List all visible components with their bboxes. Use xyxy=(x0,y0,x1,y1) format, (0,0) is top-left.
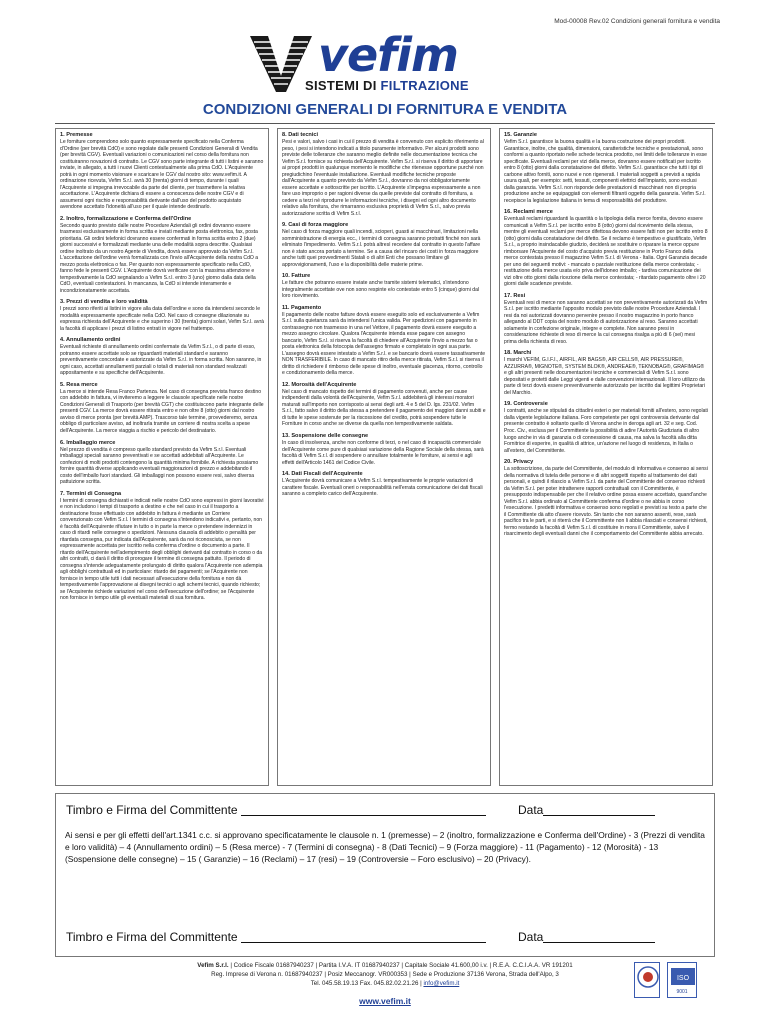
clause-heading: 10. Fatture xyxy=(282,273,311,280)
clause-section xyxy=(282,433,486,466)
signature-line[interactable] xyxy=(241,804,486,816)
clause-body: Eventuali reclami riguardanti la quantità o la tipologia della merce fornita, devono essere comunicati a Vefim S.r.l. per iscritto entro 8 (otto) giorni dal ricevimento della stessa, mentre gli eventuali reclami per merce difettosa devono essere fatti non per iscritto entro 8 (otto) giorni dalla constatazione del difetto. Se il reclamo è tempestivo e giustificato, Vefim S.r.l., a proprio insindacabile giudizio, deciderà se sostituire o riparare la merce oppure rimborsare l'Acquirente del costo d'acquisto previa restituzione in Porto Franco della merce contestata presso il magazzino Vefim S.r.l. di Verona - Italia. Ogni Garanzia decade per uno dei seguenti motivi: - mancato o parziale restituzione della merce contestata; - restituzione della merce usata e/o priva dell'idoneo imballo; - tardiva comunicazione dei vizi oltre otto giorni dalla ricezione della merce contestata; - ritardato pagamento oltre i 20 giorni dalle scadenze previste. xyxy=(504,216,708,288)
clause-heading: 12. Morosità dell'Acquirente xyxy=(282,381,357,388)
clause-body: I marchi VEFIM, G.I.F.I., AIRFIL, AIR BAGS®, AIR CELLS®, AIR PRESSURE®, AZZURRA®, MIGNOTE®, SYSTEM BLOK®, ANDREAE®, TEKNOBAG®, GRAFIMAG® e gli altri presenti nelle documentazioni tecniche e commerciali di Vefim S.r.l. sono depositati e protetti dalle Leggi vigenti e dalle convenzioni internazionali. Il loro utilizzo da parte di terzi dovrà essere preventivamente autorizzato per iscritto dai legittimi Proprietari del Marchio. xyxy=(504,357,706,396)
date-label-2: Data xyxy=(518,930,544,944)
signature-line-2[interactable] xyxy=(241,931,486,943)
clause-body: Eventuali resi di merce non saranno accettati se non preventivamente autorizzati da Vefim S.r.l. per iscritto mediante l'apposito modulo previsto dalle nostre Procedure Aziendali. I resi da noi autorizzati dovranno pervenire presso il nostro magazzino in porto franco allegando al DDT copia del nostro modulo di autorizzazione al reso. Saranno accettati solamente in confezione originale, integre e complete. Non saranno presi in considerazione richieste di reso di merce la cui consegna risalga a più di 6 (sei) mesi prima della richiesta di reso. xyxy=(504,299,708,345)
clause-body: Nel caso di forza maggiore quali incendi, scioperi, guasti ai macchinari, limitazioni nella somministrazione di energia ecc., i termini di consegna saranno protratti finché non sarà eliminato l'impedimento. Vefim S.r.l. potrà altresì recedere dal contratto in questo l'affare non è stato ancora portato a termine. Se a causa del rincaro dei costi in forza maggiore anche tutti quei provvedimenti Statali o di altri Enti che possano limitare gli approvvigionamenti, l'uso e la disponibilità delle materie prime. xyxy=(282,229,481,268)
clause-heading: 18. Marchi xyxy=(504,350,532,357)
clause-section xyxy=(60,491,264,602)
clause-body: L'Acquirente dovrà comunicare a Vefim S.r.l. tempestivamente le proprie variazioni di carattere fiscale. Eventuali oneri o responsabilità nell'errata comunicazione dei dati fiscali saranno a completo carico dell'Acquirente. xyxy=(282,478,483,498)
clause-approval-text: Ai sensi e per gli effetti dell'art.1341 c.c. si approvano specificatamente le clausole n. 1 (premesse) – 2 (inoltro, formalizzazione e Conferma dell'Ordine) - 3 (Prezzi di vendita e loro validità) – 4 (Annullamento ordini) – 5 (Resa merce) - 7 (Termini di consegna) - 8 (Dati Tecnici) – 9 (Forza maggiore) - 11 (Pagamento) - 12 (Morosità) - 13 (Sospensione delle consegne) – 15 ( Garanzie) – 16 (Reclami) – 17 (resi) – 19 (Controversie – Foro esclusivo) – 20 (Privacy). xyxy=(65,830,705,864)
clause-body: Eventuali richieste di annullamento ordini confermate da Vefim S.r.l., o di parte di esso, potranno essere accettate solo se riguardanti materiali standard e saranno preventivamente concordate e autorizzate da Vefim S.r.l. in forma scritta. Non saranno, in ogni caso, accettati annullamenti parziali o totali di materiali non standard realizzati appositamente e su specifiche dell'Acquirente. xyxy=(60,344,262,377)
clause-section xyxy=(504,293,708,346)
brand-tagline xyxy=(305,78,469,93)
signature-row-1 xyxy=(66,803,706,817)
clause-heading: 6. Imballaggio merce xyxy=(60,439,116,446)
clause-section xyxy=(504,209,708,288)
certification-badge-icon xyxy=(634,962,660,998)
clause-heading: 4. Annullamento ordini xyxy=(60,337,121,344)
clause-heading: 16. Reclami merce xyxy=(504,209,553,216)
clause-heading: 8. Dati tecnici xyxy=(282,132,319,138)
column-3 xyxy=(499,128,713,786)
clause-body: Nel prezzo di vendita è compreso quello standard previsto da Vefim S.r.l. Eventuali imballaggi speciali saranno preventivati e se accettati addebitati all'Acquirente. Le confezioni di molti prodotti contengono la quantità minima fornibile. A richiesta possiamo fornire quantità diverse applicando eventuali maggiorazioni di prezzo e addebitando il costo dell'imballo fuori standard. Gli imballaggi non possono essere resi, salvo diversa pattuizione scritta. xyxy=(60,446,259,486)
column-2 xyxy=(277,128,491,786)
website-link[interactable]: www.vefim.it xyxy=(359,996,411,1006)
clause-body: I termini di consegna dichiarati e indicati nelle nostre CdO sono espressi in giorni lavorativi e non includono i tempi di trasporto a destino e che nel caso in cui il trasporto a destinazione fosse effettuato con addebito in fattura è mediante un Corriere convenzionato con Vefim S.r.l. I termini di consegna s'intendono indicativi e, pertanto, non è facoltà dell'Acquirente rifiutare in tutto o in parte la merce o pretendere indennizzi in caso di ritardi nelle consegne o spedizioni. Nessuna clausola di addebito o penalità per ritardata consegna, pur indicata dall'Acquirente, sarà da noi riconosciuta, se non espressamente accettata per iscritto nella conferma d'ordine o documento a parte. Il ritardo dell'Acquirente nell'adempimento degli obblighi derivanti dal contratto in corso o da altri contratti, ci darà il diritto di prorogare il termine di consegna pattuito. Il periodo di consegna s'intende adeguatamente prolungato di diritto qualora l'Acquirente non adempia agli obblighi contrattuali ed in particolare: ritardo dei pagamenti; se l'Acquirente non fornisce in tempo utile tutti i dati necessari all'esecuzione della fornitura e non dà tempestivamente l'approvazione ai disegni tecnici o agli schemi tecnici, quando richiesto; se l'Acquirente richiede variazioni nel corso dell'esecuzione dell'ordine; se l'Acquirente non fornisce in tempo utile gli eventuali materiali di sua fornitura. xyxy=(60,497,264,602)
clause-section xyxy=(60,132,264,211)
clause-section xyxy=(60,299,264,332)
clause-section xyxy=(504,132,708,204)
date-line-2[interactable] xyxy=(543,931,655,943)
clause-heading: 9. Casi di forza maggiore xyxy=(282,222,349,229)
clause-heading: 14. Dati Fiscali dell'Acquirente xyxy=(282,471,363,478)
date-field-1 xyxy=(518,803,655,817)
clause-heading: 3. Prezzi di vendita e loro validità xyxy=(60,299,148,306)
clause-body: In caso di insolvenza, anche non conforme di terzi, o nel caso di incapacità commerciale dell'Acquirente come pure di qualsiasi variazione della Ragione Sociale della stessa, sarà facoltà di Vefim S.r.l. di sospendere o annullare totalmente le forniture, ai sensi e agli effetti dell'Articolo 1461 del Codice Civile. xyxy=(282,439,484,466)
clause-body: Secondo quanto previsto dalle nostre Procedure Aziendali gli ordini dovranno essere trasmessi esclusivamente in forma scritta e inviati mediante posta elettronica, fax, posta prioritaria. Gli ordini telefonici dovranno essere confermati in forma scritta entro 2 (due) giorni successivi e formalizzati mediante una delle modalità sopra descritte. Qualsiasi ordine inoltrato da un nostro Agente di Vendita, dovrà essere approvato da Vefim S.r.l. L'accettazione dell'ordine verrà formalizzata con l'invio all'Acquirente della nostra CdO a mezzo posta elettronica o fax. Per quanto non espressamente specificato nella CdO, fanno fede le presenti CGV. L'Acquirente dovrà verificare con la massima attenzione e tempestivamente la CdO segnalando a Vefim S.r.l. entro 3 (uno) giorno dalla data della CdO, eventuali contestazioni. In mancanza, la CdO si intende interamente e incondizionatamente accettata. xyxy=(60,222,259,294)
clause-heading: 1. Premesse xyxy=(60,132,93,138)
clause-heading: 5. Resa merce xyxy=(60,381,98,388)
footer-phone: Tel. 045.58.19.13 Fax. 045.82.02.21.26 | xyxy=(310,979,424,987)
signature-label: Timbro e Firma del Committente xyxy=(66,803,238,817)
clause-section xyxy=(282,382,486,428)
clause-body: Nel caso di mancato rispetto dei termini di pagamento convenuti, anche per cause indipendenti dalla volontà dell'Acquirente, Vefim S.r.l. addebiterà gli interessi moratori maturati sull'importo non corrisposto ai sensi degli artt. 4 e 5 del D. lgs. 231/02. Vefim S.r.l., fatto salvo il diritto della stessa a pretendere il pagamento dei maggiori danni subiti e di tutte le spese sostenute per la riscossione del credito, potrà sospendere tutte le Forniture in corso anche se diverse da quella non tempestivamente saldata. xyxy=(282,388,486,428)
iso-certification-badge-icon xyxy=(667,962,697,998)
clause-section xyxy=(504,459,708,538)
conditions-columns xyxy=(55,128,715,786)
signature-label-2: Timbro e Firma del Committente xyxy=(66,930,238,944)
clause-section xyxy=(60,216,264,295)
clause-body: Pesi e valori, salvo i casi in cui il prezzo di vendita è convenuto con esplicito riferimento al peso, i pesi si intendono indicati a titolo puramente informativo. Per alcuni prodotti sono previste delle tolleranze che saranno meglio definite nelle documentazione tecnica che Vefim S.r.l. fornisce su richiesta dell'Acquirente. Vefim S.r.l. si riserva il diritto di apportare ai propri prodotti in qualunque momento le modifiche che ritenesse opportune purché non pregiudichino l'eventuale installazione. Eventuali modifiche tecniche proposte dall'Acquirente a quanto previsto da Vefim S.r.l., dovranno da noi obbligatoriamente essere accettate e sottoscritte per iscritto. L'Acquirente s'impegna espressamente a non fare uso improprio o per ragioni diverse da quelle previste dal contratto di fornitura, a cedere a terzi né riprodurre le informazioni tecniche, i disegni ed ogni altro documento relativo alla fornitura, che rimarranno esclusiva proprietà di Vefim S.r.l., salvo previa autorizzazione scritta di Vefim S.r.l. xyxy=(282,138,484,217)
footer-company: Vefim S.r.l. xyxy=(197,962,229,969)
tagline-part-a: SISTEMI DI xyxy=(305,78,377,93)
clause-heading: 13. Sospensione delle consegne xyxy=(282,433,369,439)
clause-body: Le fatture che potranno essere inviate anche tramite sistemi telematici, s'intendono integralmente accettate ove non sono respinte e/o contestate entro 5 (cinque) giorni dal loro ricevimento. xyxy=(282,280,480,300)
tagline-part-b: FILTRAZIONE xyxy=(380,78,469,93)
clause-body: I contratti, anche se stipulati da cittadini esteri o per materiali forniti all'estero, sono regolati dalla vigente legislazione italiana. Foro competente per ogni controversia derivante dal presente contratto è soltanto quello di Verona anche in deroga agli art. 32 e seg. Cod. Proc. Civ., esclusa per il Committente la possibilità di adire l'Autorità Giudiziaria di altro luogo anche in via di garanzia o di connessione di causa, ma salva la facoltà alla ditta Fornitrice di esperire, in qualità di attrice, un'azione nel luogo di residenza, in Italia o all'estero, del Committente. xyxy=(504,408,708,454)
clause-heading: 20. Privacy xyxy=(504,459,534,466)
footer-email-link[interactable]: info@vefim.it xyxy=(423,979,460,987)
clause-section xyxy=(282,471,486,498)
clause-heading: 19. Controversie xyxy=(504,401,548,408)
clause-heading: 2. Inoltro, formalizzazione e Conferma dell'Ordine xyxy=(60,215,192,222)
clause-section xyxy=(282,305,486,377)
brand-name: vefim xyxy=(318,28,458,82)
clause-body: La merce si intende Resa Franco Partenza. Nel caso di consegna prevista franco destino con addebito in fattura, vi inviteremo a leggere le clausole specificate nelle nostre Condizioni Generali di Trasporto (per brevità CGT) che costituiscono parte integrante delle presenti CGV. La merce dovrà essere ritirata entro e non oltre 8 (otto) giorni dal nostro avviso di merce pronta (per brevità AMP). Trascorso tale termine, provvederemo, senza obbligo di particolare avviso, ad inoltrarla tramite un corriere di nostra scelta a spese dell'Acquirente. La merce viaggia a rischio e pericolo del destinatario. xyxy=(60,388,264,434)
company-logo xyxy=(0,28,770,96)
date-line[interactable] xyxy=(543,804,655,816)
clause-body: Le forniture comprendono solo quanto espressamente specificato nella Conferma d'Ordine (per brevità CdO) e sono regolate dalle presenti Condizioni Generali di Vendita (per brevità CGV). Eventuali variazioni o comunicazioni nel corso della fornitura non costituiranno novazioni di contratto. Le CGV sono parte integrante di tutti i listini e saranno inviate, in allegato, a tutti i nuovi Clienti contestualmente alla prima CdO. L'Acquirente potrà in ogni momento visionare e scaricare le CGV dal nostro sito: www.vefim.it. A ordinazione ricevuta, Vefim S.r.l. avrà 30 (trenta) giorni di tempo, durante i quali l'Acquirente si impegna irrevocabile da parte del cliente, per trasmettere la relativa accettazione. L'Acquirente dichiara di essere a conoscenza delle nostre CGV e di assumersi ogni rischio e responsabilità derivante dall'uso del prodotto acquistato avendone accettato l'idoneità all'uso per il quale intende destinarlo. xyxy=(60,138,264,211)
document-code: Mod-00008 Rev.02 Condizioni generali fornitura e vendita xyxy=(554,18,720,25)
clause-section xyxy=(282,222,486,268)
clause-section xyxy=(60,382,264,435)
clause-section xyxy=(504,401,708,454)
clause-heading: 7. Termini di Consegna xyxy=(60,490,122,497)
clause-section xyxy=(60,337,264,377)
clause-section xyxy=(282,132,486,217)
clause-section xyxy=(282,273,486,300)
column-1 xyxy=(55,128,269,786)
clause-section xyxy=(60,440,264,486)
clause-body: Vefim S.r.l. garantisce la buona qualità e la buona costruzione dei propri prodotti. Garantisce, inoltre, che qualità, dimensioni, caratteristiche tecniche e prestazionali, sono conformi a quanto riportato nelle schede tecnica prodotto, nei limiti delle tolleranze in esse specificate. Eventuali reclami per vizi della merce, dovranno essere notificati per iscritto entro 8 (otto) giorni dalla constatazione del difetto. Vefim S.r.l. garantisce che tutti i tipi di carbone attivo forniti, sono nuovi e non rigenerati. I materiali soggetti a previsti a rapida usura quali, per esempio: setti, tessuti, componenti elettrici dell'impianto, sono esclusi dalla garanzia. Vefim S.r.l. non risponde delle prestazioni di macchinari non di propria produzione anche se equipaggiati con elementi filtranti oggetto della garanzia. Vefim S.r.l. recepisce la legislazione italiana in tema di responsabilità del produttore. xyxy=(504,138,708,204)
signature-box xyxy=(55,793,715,957)
title-divider xyxy=(55,123,715,124)
clause-body: La sottoscrizione, da parte del Committente, del modulo di informativa e consenso ai sensi della normativa di tutela delle persone e di altri soggetti rispetto al trattamento dei dati personali, e quindi il rilascio a Vefim S.r.l. da parte del Committente del consenso richiesti da Vefim S.r.l. per poter intrattenere rapporti contrattuali con il Committente, è presupposto indispensabile per che il relativo ordine possa essere accettato, quand'anche Vefim S.r.l. abbia ordinato al Committente conferma d'ordine o ne abbia in corso l'esecuzione. I predetti informativa e consenso sono regolati e previsti su testo a parte che il Committente dà atto d'avere ricevuto. Sin tanto che non saranno assenti, rese, sarà pacifico tra le parti, e si riterrà che il Committente non li abbia rilasciati e consensi richiesti, fermo restando la facoltà di Vefim S.r.l. di costituire in mora il Committente, salvo il risarcimento degli eventuali danni che il comportamento del Committente abbia arrecato. xyxy=(504,466,708,538)
iso-label: 9001 xyxy=(676,989,688,995)
document-title: CONDIZIONI GENERALI DI FORNITURA E VENDITA xyxy=(202,101,568,118)
footer-registry: | Codice Fiscale 01687940237 | Partita I.V.A. IT 01687940237 | Capitale Sociale 41.600,00 i.v. | R.E.A. C.C.I.A.A. VR 191201 xyxy=(228,962,573,969)
clause-heading: 11. Pagamento xyxy=(282,304,322,311)
svg-text:ISO: ISO xyxy=(676,975,690,982)
date-label: Data xyxy=(518,803,544,817)
clause-section xyxy=(504,350,708,396)
signature-row-2 xyxy=(66,930,706,944)
footer-line-2: Reg. Imprese di Verona n. 01687940237 | Posiz Meccanogr. VR000353 | Sede e Produzione 37136 Verona, Strada dell'Alpo, 3 xyxy=(211,970,559,978)
clause-heading: 15. Garanzie xyxy=(504,132,537,138)
date-field-2 xyxy=(518,930,655,944)
clause-body: Il pagamento delle nostre fatture dovrà essere eseguito solo ed esclusivamente a Vefim S.r.l. sulla quietanza sarà da intendersi l'unica valida. Per spedizioni con pagamento in contrassegno non trasmesso in una nel Vettore, il pagamento dovrà essere eseguito a mezzo assegno circolare. Qualora l'Acquirente intenda esse pagare con assegno bancario, Vefim S.r.l. si riserva la facoltà di chiedere all'Acquirente l'invio a mezzo fax o posta elettronica della fotocopia dell'assegno firmato e completato in ogni sua parte. L'assegno dovrà essere intestato a Vefim S.r.l. e se bancario dovrà essere tassativamente NON TRASFERIBILE. In caso di mancato ritiro della merce ritirata, Vefim S.r.l. si riserva il diritto di richiedere il rimborso delle spese di inoltro, eventuale giacenza, ritorno, controllo e condizionamento della merce. xyxy=(282,311,486,377)
clause-body: I prezzi sono riferiti ai listini in vigore alla data dell'ordine e sono da intendersi secondo le modalità espressamente specificate nella CdO. Nel caso di consegne dilazionate su espressa richiesta dell'Acquirente e che superino i 30 (trenta) giorni solari, Vefim S.r.l. avrà la facoltà di applicare i prezzi di listino entrati in vigore nel frattempo. xyxy=(60,306,264,332)
clause-heading: 17. Resi xyxy=(504,292,526,299)
